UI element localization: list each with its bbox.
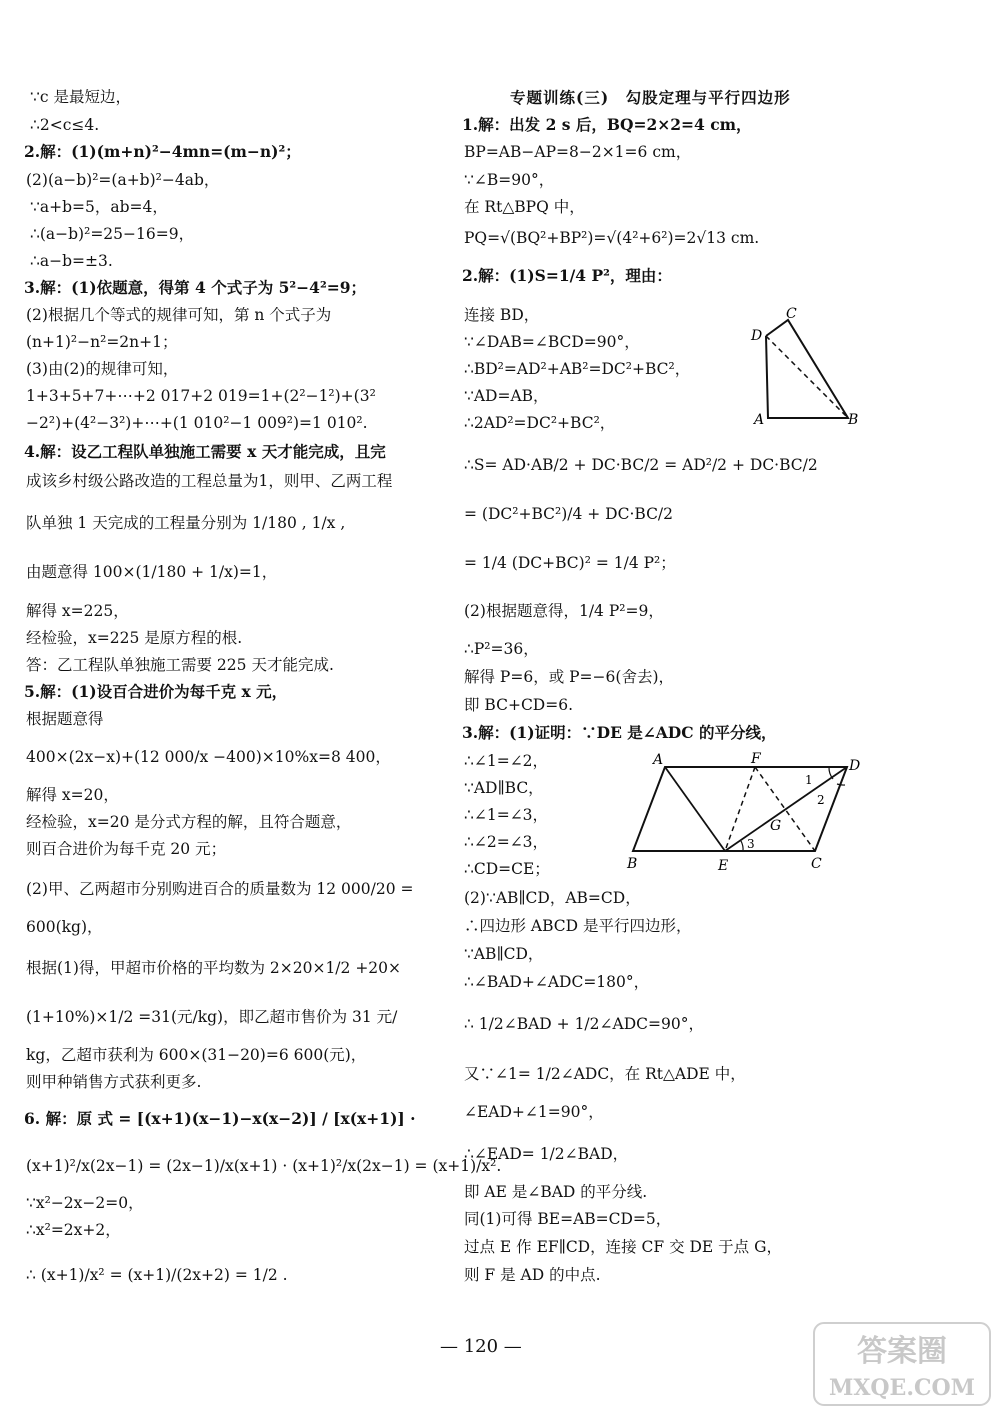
figure-parallelogram-abcd xyxy=(625,750,865,875)
text-line: ∵a+b=5，ab=4， xyxy=(30,198,168,216)
text-line: BP=AB−AP=8−2×1=6 cm， xyxy=(464,143,692,161)
text-line: ∵∠B=90°， xyxy=(464,171,555,189)
text-line: ∴S= AD·AB/2 + DC·BC/2 = AD²/2 + DC·BC/2 xyxy=(464,456,818,474)
fig2-label-d: D xyxy=(849,758,861,774)
text-line: 400×(2x−x)+(12 000/x −400)×10%x=8 400， xyxy=(26,748,391,766)
text-line: 则甲种销售方式获利更多. xyxy=(26,1073,202,1091)
text-line: (1+10%)×1/2 =31(元/kg)，即乙超市售价为 31 元/ xyxy=(26,1008,398,1026)
text-line: ∵c 是最短边， xyxy=(30,88,131,106)
text-line: 根据(1)得，甲超市价格的平均数为 2×20×1/2 +20× xyxy=(26,959,402,977)
watermark-logo xyxy=(812,1319,992,1409)
text-line: ∴CD=CE； xyxy=(464,860,550,878)
text-line: ∴∠BAD+∠ADC=180°， xyxy=(464,973,650,991)
text-line: ∴P²=36， xyxy=(464,640,539,658)
text-line: ∴BD²=AD²+AB²=DC²+BC²， xyxy=(464,360,691,378)
fig2-angle-1: 1 xyxy=(805,773,813,787)
text-line: ∴∠EAD= 1/2∠BAD， xyxy=(464,1145,629,1163)
text-line: 同(1)可得 BE=AB=CD=5， xyxy=(464,1210,672,1228)
fig2-angle-2: 2 xyxy=(817,793,825,807)
text-line: 解得 P=6，或 P=−6(舍去)， xyxy=(464,668,674,686)
fig2-label-e: E xyxy=(718,858,729,874)
text-line: kg，乙超市获利为 600×(31−20)=6 600(元)， xyxy=(26,1046,367,1064)
text-line: 1+3+5+7+⋯+2 017+2 019=1+(2²−1²)+(3² xyxy=(26,387,376,405)
watermark xyxy=(812,1319,992,1409)
text-line: PQ=√(BQ²+BP²)=√(4²+6²)=2√13 cm. xyxy=(464,229,760,247)
text-line: ∵AB∥CD， xyxy=(464,945,544,963)
fig2-label-g: G xyxy=(770,818,782,834)
text-line: ∵x²−2x−2=0， xyxy=(26,1194,144,1212)
text-line: (n+1)²−n²=2n+1； xyxy=(26,333,178,351)
text-line: (2)甲、乙两超市分别购进百合的质量数为 12 000/20 = xyxy=(26,880,414,898)
text-line: 3.解：(1)证明：∵DE 是∠ADC 的平分线， xyxy=(462,723,777,742)
text-line: ∴∠1=∠3， xyxy=(464,806,549,824)
fig1-label-c: C xyxy=(786,306,797,322)
text-line: 解得 x=225， xyxy=(26,602,129,620)
text-line: 即 AE 是∠BAD 的平分线. xyxy=(464,1183,648,1201)
text-line: (3)由(2)的规律可知， xyxy=(26,360,179,378)
text-line: 连接 BD， xyxy=(464,306,540,324)
text-line: 根据题意得 xyxy=(26,710,104,728)
text-line: ∴∠1=∠2， xyxy=(464,752,549,770)
text-line: ∴四边形 ABCD 是平行四边形， xyxy=(464,917,692,935)
fig2-label-f: F xyxy=(751,751,761,767)
text-line: 即 BC+CD=6. xyxy=(464,696,574,714)
section-title: 专题训练(三) 勾股定理与平行四边形 xyxy=(510,88,791,107)
text-line: 过点 E 作 EF∥CD，连接 CF 交 DE 于点 G， xyxy=(464,1238,782,1256)
text-line: (2)∵AB∥CD，AB=CD， xyxy=(464,889,641,907)
page-number: — 120 — xyxy=(440,1336,522,1357)
text-line: 经检验，x=20 是分式方程的解，且符合题意， xyxy=(26,813,352,831)
fig1-label-b: B xyxy=(848,412,859,428)
text-line: = 1/4 (DC+BC)² = 1/4 P²； xyxy=(464,554,676,572)
fig1-label-d: D xyxy=(751,328,763,344)
text-line: 成该乡村级公路改造的工程总量为1，则甲、乙两工程 xyxy=(26,472,393,490)
watermark-top-text: 答案圈 xyxy=(857,1334,947,1369)
text-line: 又∵∠1= 1/2∠ADC，在 Rt△ADE 中， xyxy=(464,1065,746,1083)
text-line: 则 F 是 AD 的中点. xyxy=(464,1266,601,1284)
fig2-label-b: B xyxy=(627,856,638,872)
text-line: 600(kg)， xyxy=(26,918,103,936)
text-line: 经检验，x=225 是原方程的根. xyxy=(26,629,243,647)
text-line: 队单独 1 天完成的工程量分别为 1/180 , 1/x , xyxy=(26,514,346,532)
text-line: 1.解：出发 2 s 后，BQ=2×2=4 cm， xyxy=(462,115,752,134)
text-line: ∠EAD+∠1=90°， xyxy=(464,1103,604,1121)
watermark-bottom-text: MXQE.COM xyxy=(828,1375,976,1401)
figure-quadrilateral-abcd xyxy=(740,300,870,430)
text-line: ∵∠DAB=∠BCD=90°， xyxy=(464,333,640,351)
text-line: 4.解：设乙工程队单独施工需要 x 天才能完成，且完 xyxy=(24,442,386,461)
text-line: ∴ (x+1)/x² = (x+1)/(2x+2) = 1/2 . xyxy=(26,1266,288,1284)
text-line: 在 Rt△BPQ 中， xyxy=(464,198,585,216)
text-line: ∴ 1/2∠BAD + 1/2∠ADC=90°， xyxy=(464,1015,704,1033)
text-line: (2)(a−b)²=(a+b)²−4ab， xyxy=(26,171,220,189)
text-line: ∵AD=AB， xyxy=(464,387,549,405)
text-line: −2²)+(4²−3²)+⋯+(1 010²−1 009²)=1 010². xyxy=(26,414,368,432)
text-line: (2)根据几个等式的规律可知，第 n 个式子为 xyxy=(26,306,332,324)
text-line: (x+1)²/x(2x−1) = (2x−1)/x(x+1) · (x+1)²/x(2x−1) = (x+1)/x². xyxy=(26,1157,502,1175)
text-line: 2.解：(1)S=1/4 P²，理由： xyxy=(462,266,672,285)
text-line: = (DC²+BC²)/4 + DC·BC/2 xyxy=(464,505,674,523)
text-line: 3.解：(1)依题意，得第 4 个式子为 5²−4²=9； xyxy=(24,278,367,297)
text-line: ∴x²=2x+2， xyxy=(26,1221,121,1239)
text-line: 则百合进价为每千克 20 元； xyxy=(26,840,227,858)
text-line: ∴2<c≤4. xyxy=(30,116,100,134)
text-line: 答：乙工程队单独施工需要 225 天才能完成. xyxy=(26,656,334,674)
text-line: ∴(a−b)²=25−16=9， xyxy=(30,225,195,243)
text-line: 解得 x=20， xyxy=(26,786,119,804)
fig2-angle-3: 3 xyxy=(747,837,755,851)
text-line: ∴2AD²=DC²+BC²， xyxy=(464,414,616,432)
text-line: 2.解：(1)(m+n)²−4mn=(m−n)²； xyxy=(24,142,301,161)
text-line: 6. 解：原 式 = [(x+1)(x−1)−x(x−2)] / [x(x+1)] · xyxy=(24,1109,416,1128)
fig2-label-c: C xyxy=(811,856,822,872)
text-line: ∵AD∥BC， xyxy=(464,779,544,797)
fig1-label-a: A xyxy=(754,412,765,428)
text-line: 5.解：(1)设百合进价为每千克 x 元， xyxy=(24,682,288,701)
text-line: ∴∠2=∠3， xyxy=(464,833,549,851)
text-line: 由题意得 100×(1/180 + 1/x)=1， xyxy=(26,563,278,581)
text-line: ∴a−b=±3. xyxy=(30,252,113,270)
text-line: (2)根据题意得，1/4 P²=9， xyxy=(464,602,664,620)
fig2-label-a: A xyxy=(653,752,664,768)
